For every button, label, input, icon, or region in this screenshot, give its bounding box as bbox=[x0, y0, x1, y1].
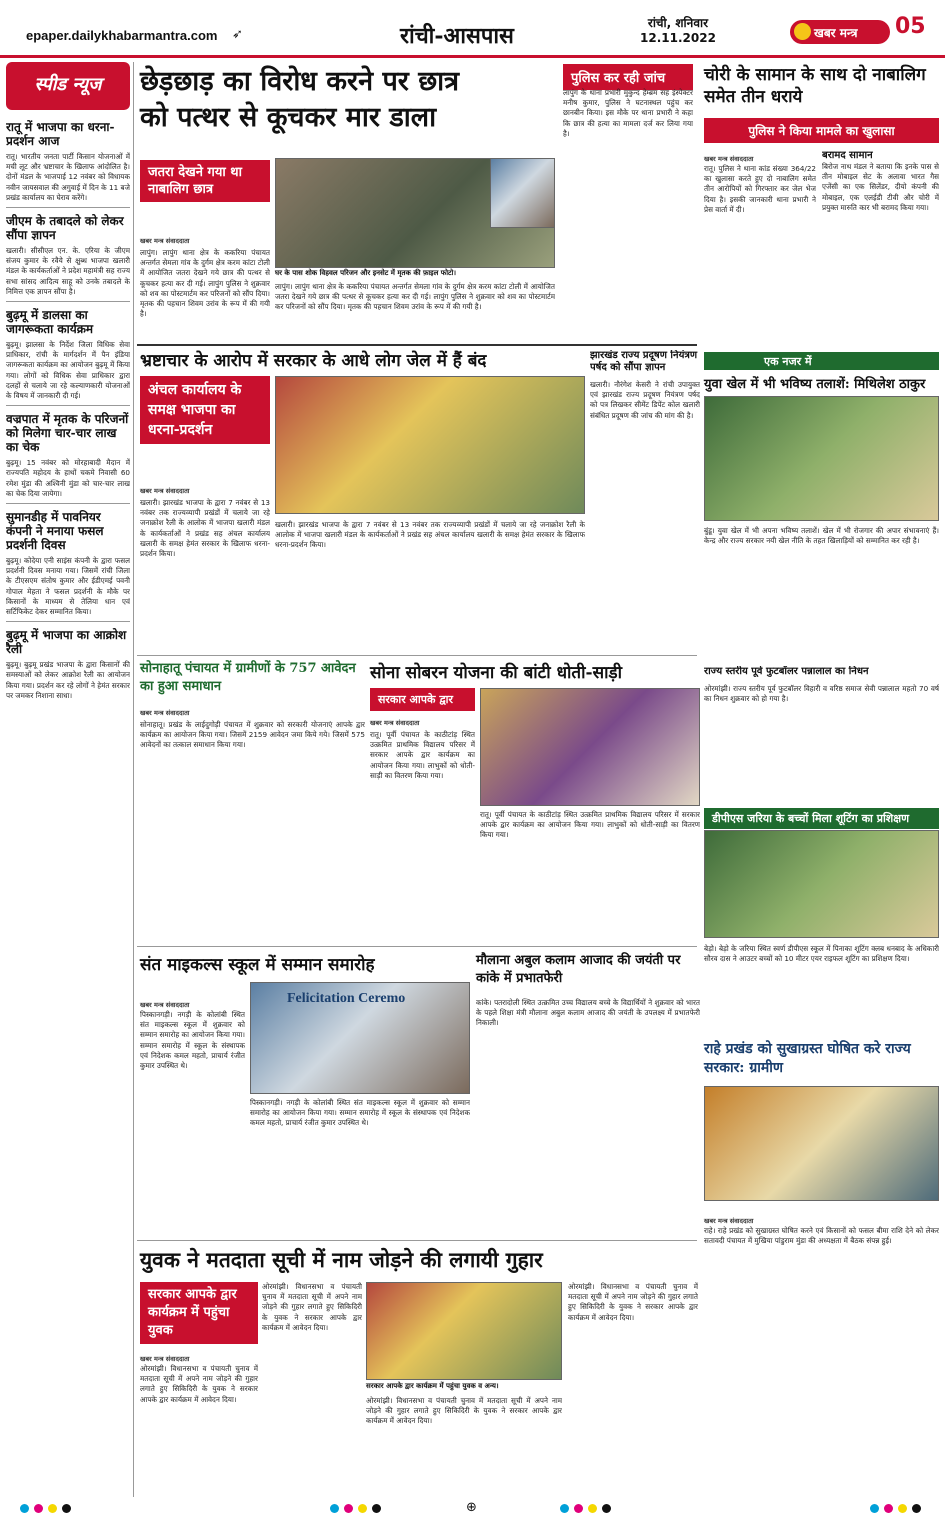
brand-logo: खबर मन्त्र bbox=[790, 20, 890, 44]
corruption-kicker: अंचल कार्यालय के समक्ष भाजपा का धरना-प्रदर्शन bbox=[140, 376, 270, 444]
school-body-cont: पिस्कानगड़ी। नगड़ी के कोलांबी स्थित संत माइकल्स स्कूल में शुक्रवार को सम्मान समारोह का आयोजन किया गया। सम्मान समारोह में स्कूल के संस्थापक एवं निदेशक कमल महतो, प्राचार्य रंजीत कुमार उपस्थित थे। bbox=[250, 1098, 470, 1128]
photo-caption: सरकार आपके द्वार कार्यक्रम में पहुंचा युवक व अन्य। bbox=[366, 1382, 562, 1391]
drought-headline: राहे प्रखंड को सुखाग्रस्त घोषित करे राज्य सरकार: ग्रामीण bbox=[704, 1041, 911, 1076]
voter-body: ओरमांझी। विधानसभा व पंचायती चुनाव में मतदाता सूची में अपने नाम जोड़ने की गुहार लगाते हुए सिकिदिरी के युवक ने सरकार आपके द्वार कार्यक्रम में आवेदन दिया। bbox=[140, 1364, 258, 1404]
byline: खबर मन्त्र संवाददाता bbox=[704, 155, 754, 163]
banner-text: Felicitation Ceremo bbox=[287, 991, 406, 1006]
drought-photo bbox=[704, 1086, 939, 1201]
school-photo bbox=[250, 982, 470, 1094]
theft-headline: चोरी के सामान के साथ दो नाबालिग समेत तीन धराये bbox=[704, 65, 926, 107]
registration-marks bbox=[0, 1500, 945, 1517]
news-title: वज्रपात में मृतक के परिजनों को मिलेगा चार-चार लाख का चेक bbox=[6, 412, 129, 455]
seized-body: बिरोज नाथ मंडल ने बताया कि इनके पास से तीन मोबाइल सेट के अलावा भारत गैस एजेंसी का एक सिलेंडर, दीयो कंपनी की मोबाइल, एक एलईडी टीवी और चोरी में प्रयुक्त मारुति कार भी बरामद किया गया। bbox=[822, 162, 939, 212]
protest-photo bbox=[275, 376, 585, 514]
news-title: जीएम के तबादले को लेकर सौंपा ज्ञापन bbox=[6, 214, 124, 243]
football-headline: राज्य स्तरीय पूर्व फुटबॉलर पन्नालाल का निधन bbox=[704, 666, 869, 677]
shooting-headline: डीपीएस जरिया के बच्चों मिला शूटिंग का प्रशिक्षण bbox=[704, 808, 939, 829]
corruption-headline: भ्रष्टाचार के आरोप में सरकार के आधे लोग जेल में हैं बंद bbox=[140, 351, 487, 371]
news-body: रातू। भारतीय जनता पार्टी किसान योजनाओं में मची लूट और भ्रष्टाचार के खिलाफ आंदोलित है। दोनों मंडल के भाजपाई 12 नवंबर को विधायक नवीन जायसवाल की अगुवाई में दिन के 11 बजे प्रखंड कार्यालय का घेराव करेंगे। bbox=[6, 152, 130, 202]
school-body: पिस्कानगड़ी। नगड़ी के कोलांबी स्थित संत माइकल्स स्कूल में शुक्रवार को सम्मान समारोह का आयोजन किया गया। सम्मान समारोह में स्कूल के संस्थापक एवं निदेशक कमल महतो, प्राचार्य रंजीत कुमार उपस्थित थे। bbox=[140, 1010, 245, 1071]
lead-kicker: जतरा देखने गया था नाबालिग छात्र bbox=[140, 160, 270, 202]
seized-title: बरामद सामान bbox=[822, 150, 873, 161]
news-title: सुमानडीह में पावनियर कंपनी ने मनाया फसल प्रदर्शनी दिवस bbox=[6, 510, 104, 553]
news-body: बुढ़मू। झालसा के निर्देश जिला विधिक सेवा प्राधिकार, रांची के मार्गदर्शन में पैन इंडिया जागरूकता कार्यक्रम का आयोजन बुढ़मू में किया गया। लोगों को विधिक सेवा प्राधिकार द्वारा दलहों से चलाये जा रहे कल्याणकारी योजनाओं के विषय में जानकारी दी गई। bbox=[6, 340, 130, 401]
corruption-body-cont: खलारी। झारखंड भाजपा के द्वारा 7 नवंबर से 13 नवंबर तक राज्यव्यापी प्रखंडों में चलाये जा रहे जनाक्रोश रैली के आलोक में भाजपा खलारी मंडल के कार्यकर्ताओं ने प्रखंड सह अंचल कार्यालय खलारी के समक्ष हेमंत सरकार के खिलाफ धरना-प्रदर्शन किया। bbox=[275, 520, 585, 550]
news-title: बुढ़मू में डालसा का जागरूकता कार्यक्रम bbox=[6, 308, 94, 337]
byline: खबर मन्त्र संवाददाता bbox=[140, 709, 190, 717]
issue-date: रांची, शनिवार 12.11.2022 bbox=[640, 16, 716, 45]
football-body: ओरमांझी। राज्य स्तरीय पूर्व फुटबॉलर विहारी व वरिष्ठ समाज सेवी पन्नालाल महतो 70 वर्ष का निधन शुक्रवार को हो गया है। bbox=[704, 684, 939, 704]
theft-body: रातू। पुलिस ने थाना कांड संख्या 364/22 का खुलासा करते हुए दो नाबालिग समेत तीन आरोपियों को गिरफ्तार कर जेल भेज दिया है। इसकी जानकारी थाना प्रभारी ने प्रेस वार्ता में दी। bbox=[704, 164, 816, 214]
byline: खबर मन्त्र संवाददाता bbox=[370, 719, 420, 727]
section-title: रांची-आसपास bbox=[400, 23, 514, 49]
byline: खबर मन्त्र संवाददाता bbox=[140, 1355, 190, 1363]
youth-body: बुंडू। युवा खेल में भी अपना भविष्य तलाशें। खेल में भी रोजगार की अपार संभावनाएं हैं। केन्द्र और राज्य सरकार नयी खेल नीति के तहत खिलाड़ियों को सम्मानित कर रही है। bbox=[704, 526, 939, 546]
lead-sidebar-body: लापुंग के थाना प्रभारी मुकुन्द हेम्ब्रम सह इंस्पेक्टर मनीष कुमार, पुलिस ने घटनास्थल पहुंच कर छानबीन किया। इस मौके पर थाना प्रभारी ने कहा कि छात्र की हत्या का मामला दर्ज कर लिया गया है। bbox=[563, 88, 693, 138]
school-headline: संत माइकल्स स्कूल में सम्मान समारोह bbox=[140, 955, 375, 975]
voter-body-cont2: ओरमांझी। विधानसभा व पंचायती चुनाव में मतदाता सूची में अपने नाम जोड़ने की गुहार लगाते हुए सिकिदिरी के युवक ने सरकार आपके द्वार कार्यक्रम में आवेदन दिया। bbox=[366, 1396, 562, 1426]
byline: खबर मन्त्र संवाददाता bbox=[704, 1217, 754, 1225]
news-body: खलारी। सीसीएल एन. के. एरिया के जीएम संजय कुमार के रवैये से क्षुब्ध भाजपा खलारी मंडल के कार्यकर्ताओं ने प्रदेश महामंत्री सह राज्य सभा सांसद आदित्य साहू को उनके तबादले के निमित्त एक ज्ञापन सौंपा है। bbox=[6, 246, 130, 296]
news-title: रातू में भाजपा का धरना-प्रदर्शन आज bbox=[6, 120, 115, 148]
lead-body: लापुंग। लापुंग थाना क्षेत्र के ककरिया पंचायत अन्तर्गत सेमला गांव के दुर्गम क्षेत्र करम कांटा टोली में आयोजित जतरा देखने गये छात्र की पत्थर से कूचकर हत्या कर दी गई। लापुंग पुलिस ने शुक्रवार को शव का पोस्टमार्टम कर परिजनों को सौंप दिया। मृतक की पहचान शिवम उरांव के रूप में की गयी है। bbox=[140, 248, 270, 319]
pollution-body: खलारी। नौरंगेश केसरी ने रांची उपायुक्त एवं झारखंड राज्य प्रदूषण नियंत्रण पर्षद को पत्र लिखकर सीमेंट डिपेंट कोल खलारी संबंधित प्रदूषण की जांच की मांग की है। bbox=[590, 380, 700, 420]
site-url[interactable]: epaper.dailykhabarmantra.com bbox=[26, 28, 218, 43]
theft-tag: पुलिस ने किया मामले का खुलासा bbox=[704, 118, 939, 143]
inset-photo bbox=[490, 158, 555, 228]
kalam-body: कांके। पतरादोली स्थित उत्क्रमित उच्च विद्यालय बच्चे के विद्यार्थियों ने शुक्रवार को भारत के पहले शिक्षा मंत्री मौलाना अबुल कलाम आजाद की जयंती के उपलक्ष्य में प्रभातफेरी निकाली। bbox=[476, 998, 700, 1028]
voter-body-cont: ओरमांझी। विधानसभा व पंचायती चुनाव में मतदाता सूची में अपने नाम जोड़ने की गुहार लगाते हुए सिकिदिरी के युवक ने सरकार आपके द्वार कार्यक्रम में आवेदन दिया। bbox=[262, 1282, 362, 1332]
lead-headline: छेड़छाड़ का विरोध करने पर छात्र को पत्थर से कूचकर मार डाला bbox=[140, 66, 460, 133]
voter-photo bbox=[366, 1282, 562, 1380]
sona-photo bbox=[480, 688, 700, 806]
at-a-glance-bar: एक नजर में bbox=[704, 352, 939, 370]
drought-body: राहे। राहे प्रखंड को सुखाग्रस्त घोषित करने एवं किसानों को फसल बीमा राशि देने को लेकर सतावदी पंचायत में मुखिया पांडुराम मुंडा की अध्यक्षता में बैठक संपन्न हुई। bbox=[704, 1226, 939, 1246]
photo-caption: घर के पास शोक विहवल परिजन और इनसेट में मृतक की फ़ाइल फोटो। bbox=[275, 269, 555, 278]
news-body: बुढ़मू। कोदेया एनी साइंस कंपनी के द्वारा फसल प्रदर्शनी दिवस मनाया गया। जिसमें रांची जिला के टीएसएम संतोष कुमार और ईडीएमई पवनी गोपाल मेहता ने फसल प्रदर्शनी के मौके पर किसानों के माध्यम से तेलिया धान एवं सर्टिफिकेट देकर सम्मानित किया। bbox=[6, 556, 130, 617]
seized-box bbox=[822, 150, 939, 335]
news-title: बुढ़मू में भाजपा का आक्रोश रैली bbox=[6, 628, 127, 657]
panchayat-body: सोनाहातू। प्रखंड के लाईदुगोड़ी पंचायत में शुक्रवार को सरकारी योजनाएं आपके द्वार कार्यक्रम का आयोजन किया गया। जिसमें 2159 आवेदन जमा किये गये। जिसमें 575 आवेदनों का तत्काल समाधान किया गया। bbox=[140, 720, 365, 750]
news-body: बुढ़मू। बुढ़मू प्रखंड भाजपा के द्वारा किसानों की समस्याओं को लेकर आक्रोश रैली का आयोजन किया गया। प्रदर्शन कर रहे लोगों ने हेमंत सरकार पर जमकर निशाना साधा। bbox=[6, 660, 130, 700]
voter-headline: युवक ने मतदाता सूची में नाम जोड़ने की लगायी गुहार bbox=[140, 1247, 543, 1272]
byline: खबर मन्त्र संवाददाता bbox=[140, 1001, 190, 1009]
sona-tag: सरकार आपके द्वार bbox=[370, 688, 475, 711]
page-number: 05 bbox=[895, 14, 926, 39]
cursor-icon: ➶ bbox=[232, 27, 243, 42]
pollution-story bbox=[590, 350, 700, 650]
youth-photo bbox=[704, 396, 939, 521]
crosshair-icon: ⊕ bbox=[466, 1500, 477, 1515]
sona-body: रातू। पूर्वी पंचायत के काठीटांड़ स्थित उत्क्रमित प्राथमिक विद्यालय परिसर में सरकार आपके द्वार कार्यक्रम का आयोजन किया गया। लाभुकों को धोती-साड़ी का वितरण किया गया। bbox=[370, 730, 475, 780]
police-tag: पुलिस कर रही जांच bbox=[563, 64, 693, 90]
byline: खबर मन्त्र संवाददाता bbox=[140, 487, 190, 495]
youth-headline: युवा खेल में भी भविष्य तलाशें: मिथिलेश ठाकुर bbox=[704, 377, 926, 392]
masthead bbox=[0, 0, 945, 58]
pollution-headline: झारखंड राज्य प्रदूषण नियंत्रण पर्षद को सौंपा ज्ञापन bbox=[590, 350, 698, 373]
sona-headline: सोना सोबरन योजना की बांटी धोती-साड़ी bbox=[370, 663, 622, 683]
kalam-headline: मौलाना अबुल कलाम आजाद की जयंती पर कांके में प्रभातफेरी bbox=[476, 953, 681, 986]
voter-body-cont3: ओरमांझी। विधानसभा व पंचायती चुनाव में मतदाता सूची में अपने नाम जोड़ने की गुहार लगाते हुए सिकिदिरी के युवक ने सरकार आपके द्वार कार्यक्रम में आवेदन दिया। bbox=[568, 1282, 698, 1322]
corruption-body: खलारी। झारखंड भाजपा के द्वारा 7 नवंबर से 13 नवंबर तक राज्यव्यापी प्रखंडों में चलाये जा रहे जनाक्रोश रैली के आलोक में भाजपा खलारी मंडल के कार्यकर्ताओं ने प्रखंड सह अंचल कार्यालय खलारी के समक्ष हेमंत सरकार के खिलाफ धरना-प्रदर्शन किया। bbox=[140, 498, 270, 559]
shooting-photo bbox=[704, 830, 939, 938]
left-news-column bbox=[6, 114, 130, 1494]
byline: खबर मन्त्र संवाददाता bbox=[140, 237, 190, 245]
panchayat-headline: सोनाहातू पंचायत में ग्रामीणों के 757 आवेदन का हुआ समाधान bbox=[140, 661, 356, 694]
voter-kicker: सरकार आपके द्वार कार्यक्रम में पहुंचा युवक bbox=[140, 1282, 258, 1344]
news-body: बुढ़मू। 15 नवंबर को मोरहाबादी मैदान में राज्यपति महोदय के हाथों चकमे निवासी 60 रमेश मुंडा की अश्विनी मुंडा को चार-चार लाख का चेक दिया जायेगा। bbox=[6, 458, 130, 498]
brand-icon bbox=[794, 23, 811, 40]
lead-body-cont: लापुंग। लापुंग थाना क्षेत्र के ककरिया पंचायत अन्तर्गत सेमला गांव के दुर्गम क्षेत्र करम कांटा टोली में आयोजित जतरा देखने गये छात्र की पत्थर से कूचकर हत्या कर दी गई। लापुंग पुलिस ने शुक्रवार को शव का पोस्टमार्टम कर परिजनों को सौंप दिया। मृतक की पहचान शिवम उरांव के रूप में की गयी है। bbox=[275, 282, 555, 312]
speed-news-badge: स्पीड न्यूज bbox=[6, 62, 130, 110]
shooting-body: बेड़ो। बेड़ो के जरिया स्थित स्वर्ण डीपीएस स्कूल में पिनाका शूटिंग क्लब धनबाद के अधिकारी सौरव दास ने आउटर बच्चों को 10 मीटर एयर राइफल शूटिंग का प्रशिक्षण दिया। bbox=[704, 944, 939, 964]
sona-body-cont: रातू। पूर्वी पंचायत के काठीटांड़ स्थित उत्क्रमित प्राथमिक विद्यालय परिसर में सरकार आपके द्वार कार्यक्रम का आयोजन किया गया। लाभुकों को धोती-साड़ी का वितरण किया गया। bbox=[480, 810, 700, 840]
